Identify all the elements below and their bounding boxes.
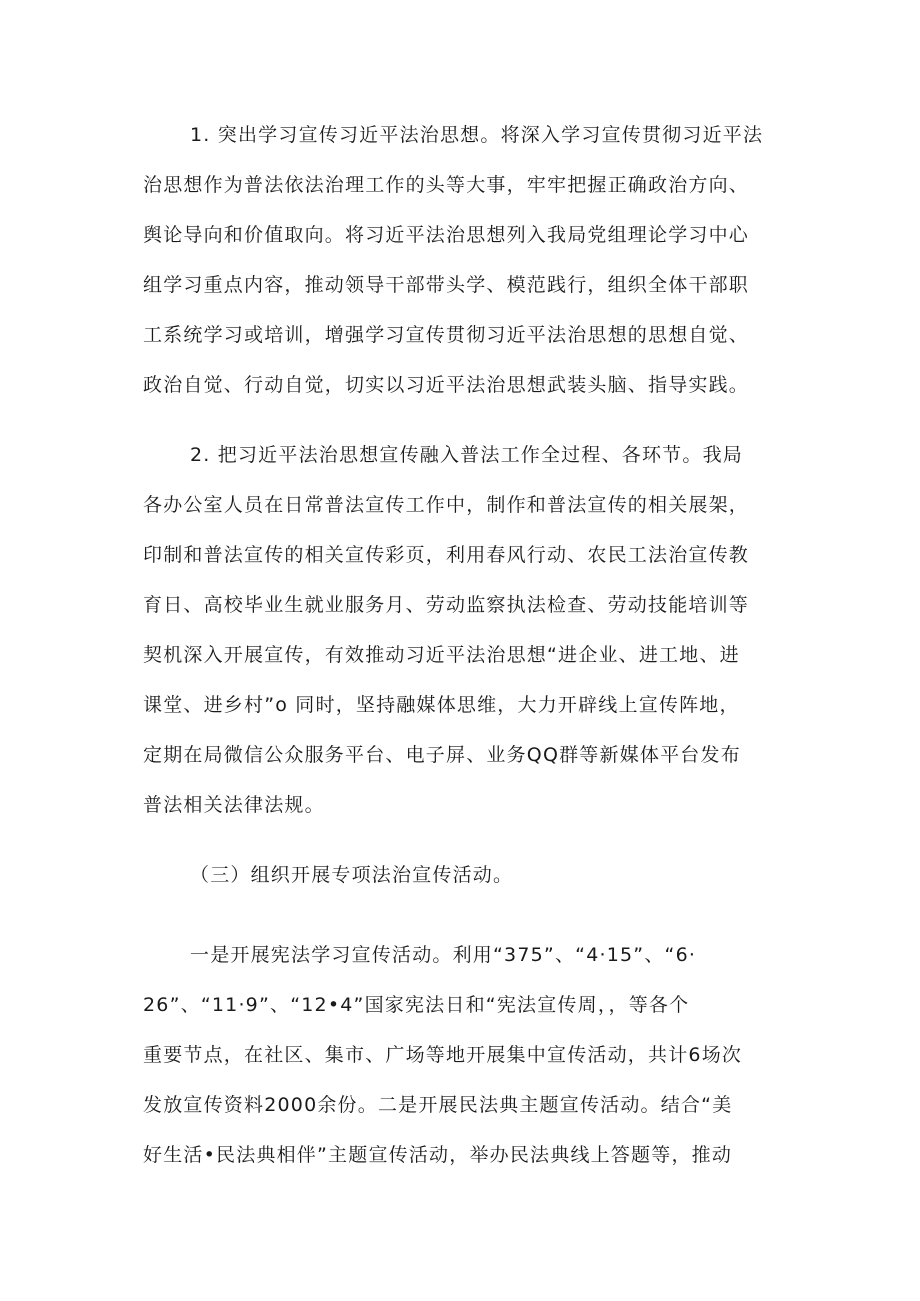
paragraph-3-line-4: 发放宣传资料2000余份。二是开展民法典主题宣传活动。结合“美 bbox=[143, 1094, 733, 1116]
paragraph-2-line-3: 印制和普法宣传的相关宣传彩页，利用春风行动、农民工法治宣传教 bbox=[143, 544, 750, 566]
paragraph-3-line-2: 26”、“11·9”、“12•4”国家宪法日和“宪法宣传周，，等各个 bbox=[143, 994, 690, 1016]
paragraph-1-line-4: 组学习重点内容，推动领导干部带头学、模范践行，组织全体干部职 bbox=[143, 274, 750, 296]
paragraph-2-line-5: 契机深入开展宣传，有效推动习近平法治思想“进企业、进工地、进 bbox=[143, 644, 740, 666]
paragraph-1-line-3: 舆论导向和价值取向。将习近平法治思想列入我局党组理论学习中心 bbox=[143, 224, 750, 246]
paragraph-2-line-2: 各办公室人员在日常普法宣传工作中，制作和普法宣传的相关展架， bbox=[143, 494, 750, 516]
paragraph-3-line-3: 重要节点，在社区、集市、广场等地开展集中宣传活动，共计6场次 bbox=[143, 1044, 743, 1066]
paragraph-2-line-1: 2. 把习近平法治思想宣传融入普法工作全过程、各环节。我局 bbox=[190, 444, 743, 466]
paragraph-2-line-4: 育日、高校毕业生就业服务月、劳动监察执法检查、劳动技能培训等 bbox=[143, 594, 750, 616]
paragraph-1-line-6: 政治自觉、行动自觉，切实以习近平法治思想武装头脑、指导实践。 bbox=[143, 374, 750, 396]
paragraph-3-line-1: 一是开展宪法学习宣传活动。利用“375”、“4·15”、“6· bbox=[190, 944, 697, 966]
paragraph-1-line-2: 治思想作为普法依法治理工作的头等大事，牢牢把握正确政治方向、 bbox=[143, 174, 750, 196]
paragraph-1-line-5: 工系统学习或培训，增强学习宣传贯彻习近平法治思想的思想自觉、 bbox=[143, 324, 750, 346]
paragraph-2-line-7: 定期在局微信公众服务平台、电子屏、业务QQ群等新媒体平台发布 bbox=[143, 744, 741, 766]
section-heading: （三）组织开展专项法治宣传活动。 bbox=[190, 864, 514, 886]
paragraph-1-line-1: 1. 突出学习宣传习近平法治思想。将深入学习宣传贯彻习近平法 bbox=[190, 124, 764, 146]
paragraph-2-line-6: 课堂、进乡村”o 同时，坚持融媒体思维，大力开辟线上宣传阵地， bbox=[143, 694, 740, 716]
paragraph-2-line-8: 普法相关法律法规。 bbox=[143, 794, 325, 816]
paragraph-3-line-5: 好生活•民法典相伴”主题宣传活动，举办民法典线上答题等，推动 bbox=[143, 1144, 733, 1166]
